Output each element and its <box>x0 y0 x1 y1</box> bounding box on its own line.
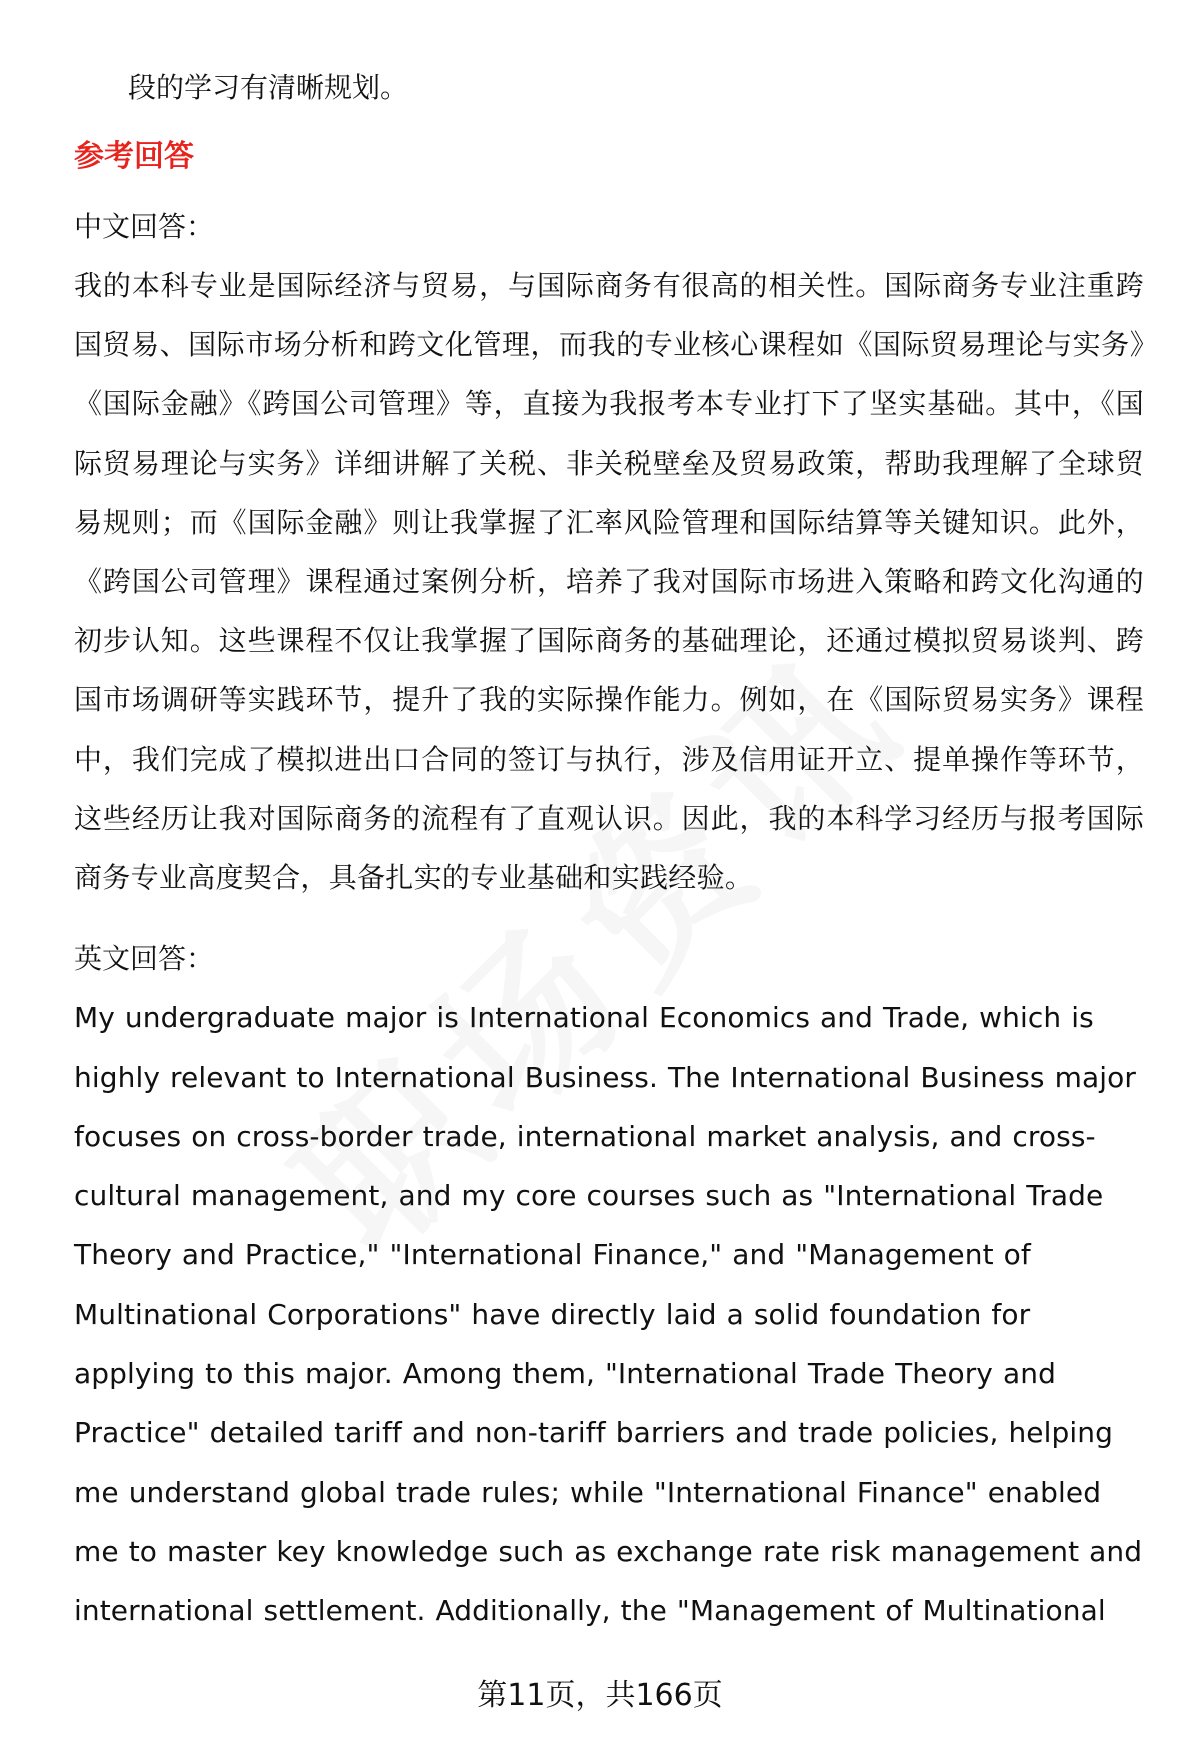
chinese-answer-body: 我的本科专业是国际经济与贸易，与国际商务有很高的相关性。国际商务专业注重跨国贸易、国际市场分析和跨文化管理，而我的专业核心课程如《国际贸易理论与实务》《国际金融》《跨国公司管理》等，直接为我报考本专业打下了坚实基础。其中，《国际贸易理论与实务》详细讲解了关税、非关税壁垒及贸易政策，帮助我理解了全球贸易规则；而《国际金融》则让我掌握了汇率风险管理和国际结算等关键知识。此外，《跨国公司管理》课程通过案例分析，培养了我对国际市场进入策略和跨文化沟通的初步认知。这些课程不仅让我掌握了国际商务的基础理论，还通过模拟贸易谈判、跨国市场调研等实践环节，提升了我的实际操作能力。例如，在《国际贸易实务》课程中，我们完成了模拟进出口合同的签订与执行，涉及信用证开立、提单操作等环节，这些经历让我对国际商务的流程有了直观认识。因此，我的本科学习经历与报考国际商务专业高度契合，具备扎实的专业基础和实践经验。 <box>74 269 1144 895</box>
chinese-answer-heading: 中文回答： <box>74 210 215 243</box>
section-heading-reference-answer: 参考回答 <box>74 139 194 174</box>
document-content <box>74 58 1144 1641</box>
page-number-footer: 第11页，共166页 <box>477 1678 723 1713</box>
english-answer-body: My undergraduate major is International Economics and Trade, which is highly relevant to International Business. The International Business major focuses on cross-border trade, international market analysis, and cross-cultural management, and my core courses such as "International Trade Theory and Practice," "International Finance," and "Management of Multinational Corporations" have directly laid a solid foundation for applying to this major. Among them, "International Trade Theory and Practice" detailed tariff and non-tariff barriers and trade policies, helping me understand global trade rules; while "International Finance" enabled me to master key knowledge such as exchange rate risk management and international settlement. Additionally, the "Management of Multinational <box>74 1001 1143 1628</box>
continuation-paragraph: 段的学习有清晰规划。 <box>128 71 409 104</box>
english-answer-heading: 英文回答： <box>74 942 215 976</box>
